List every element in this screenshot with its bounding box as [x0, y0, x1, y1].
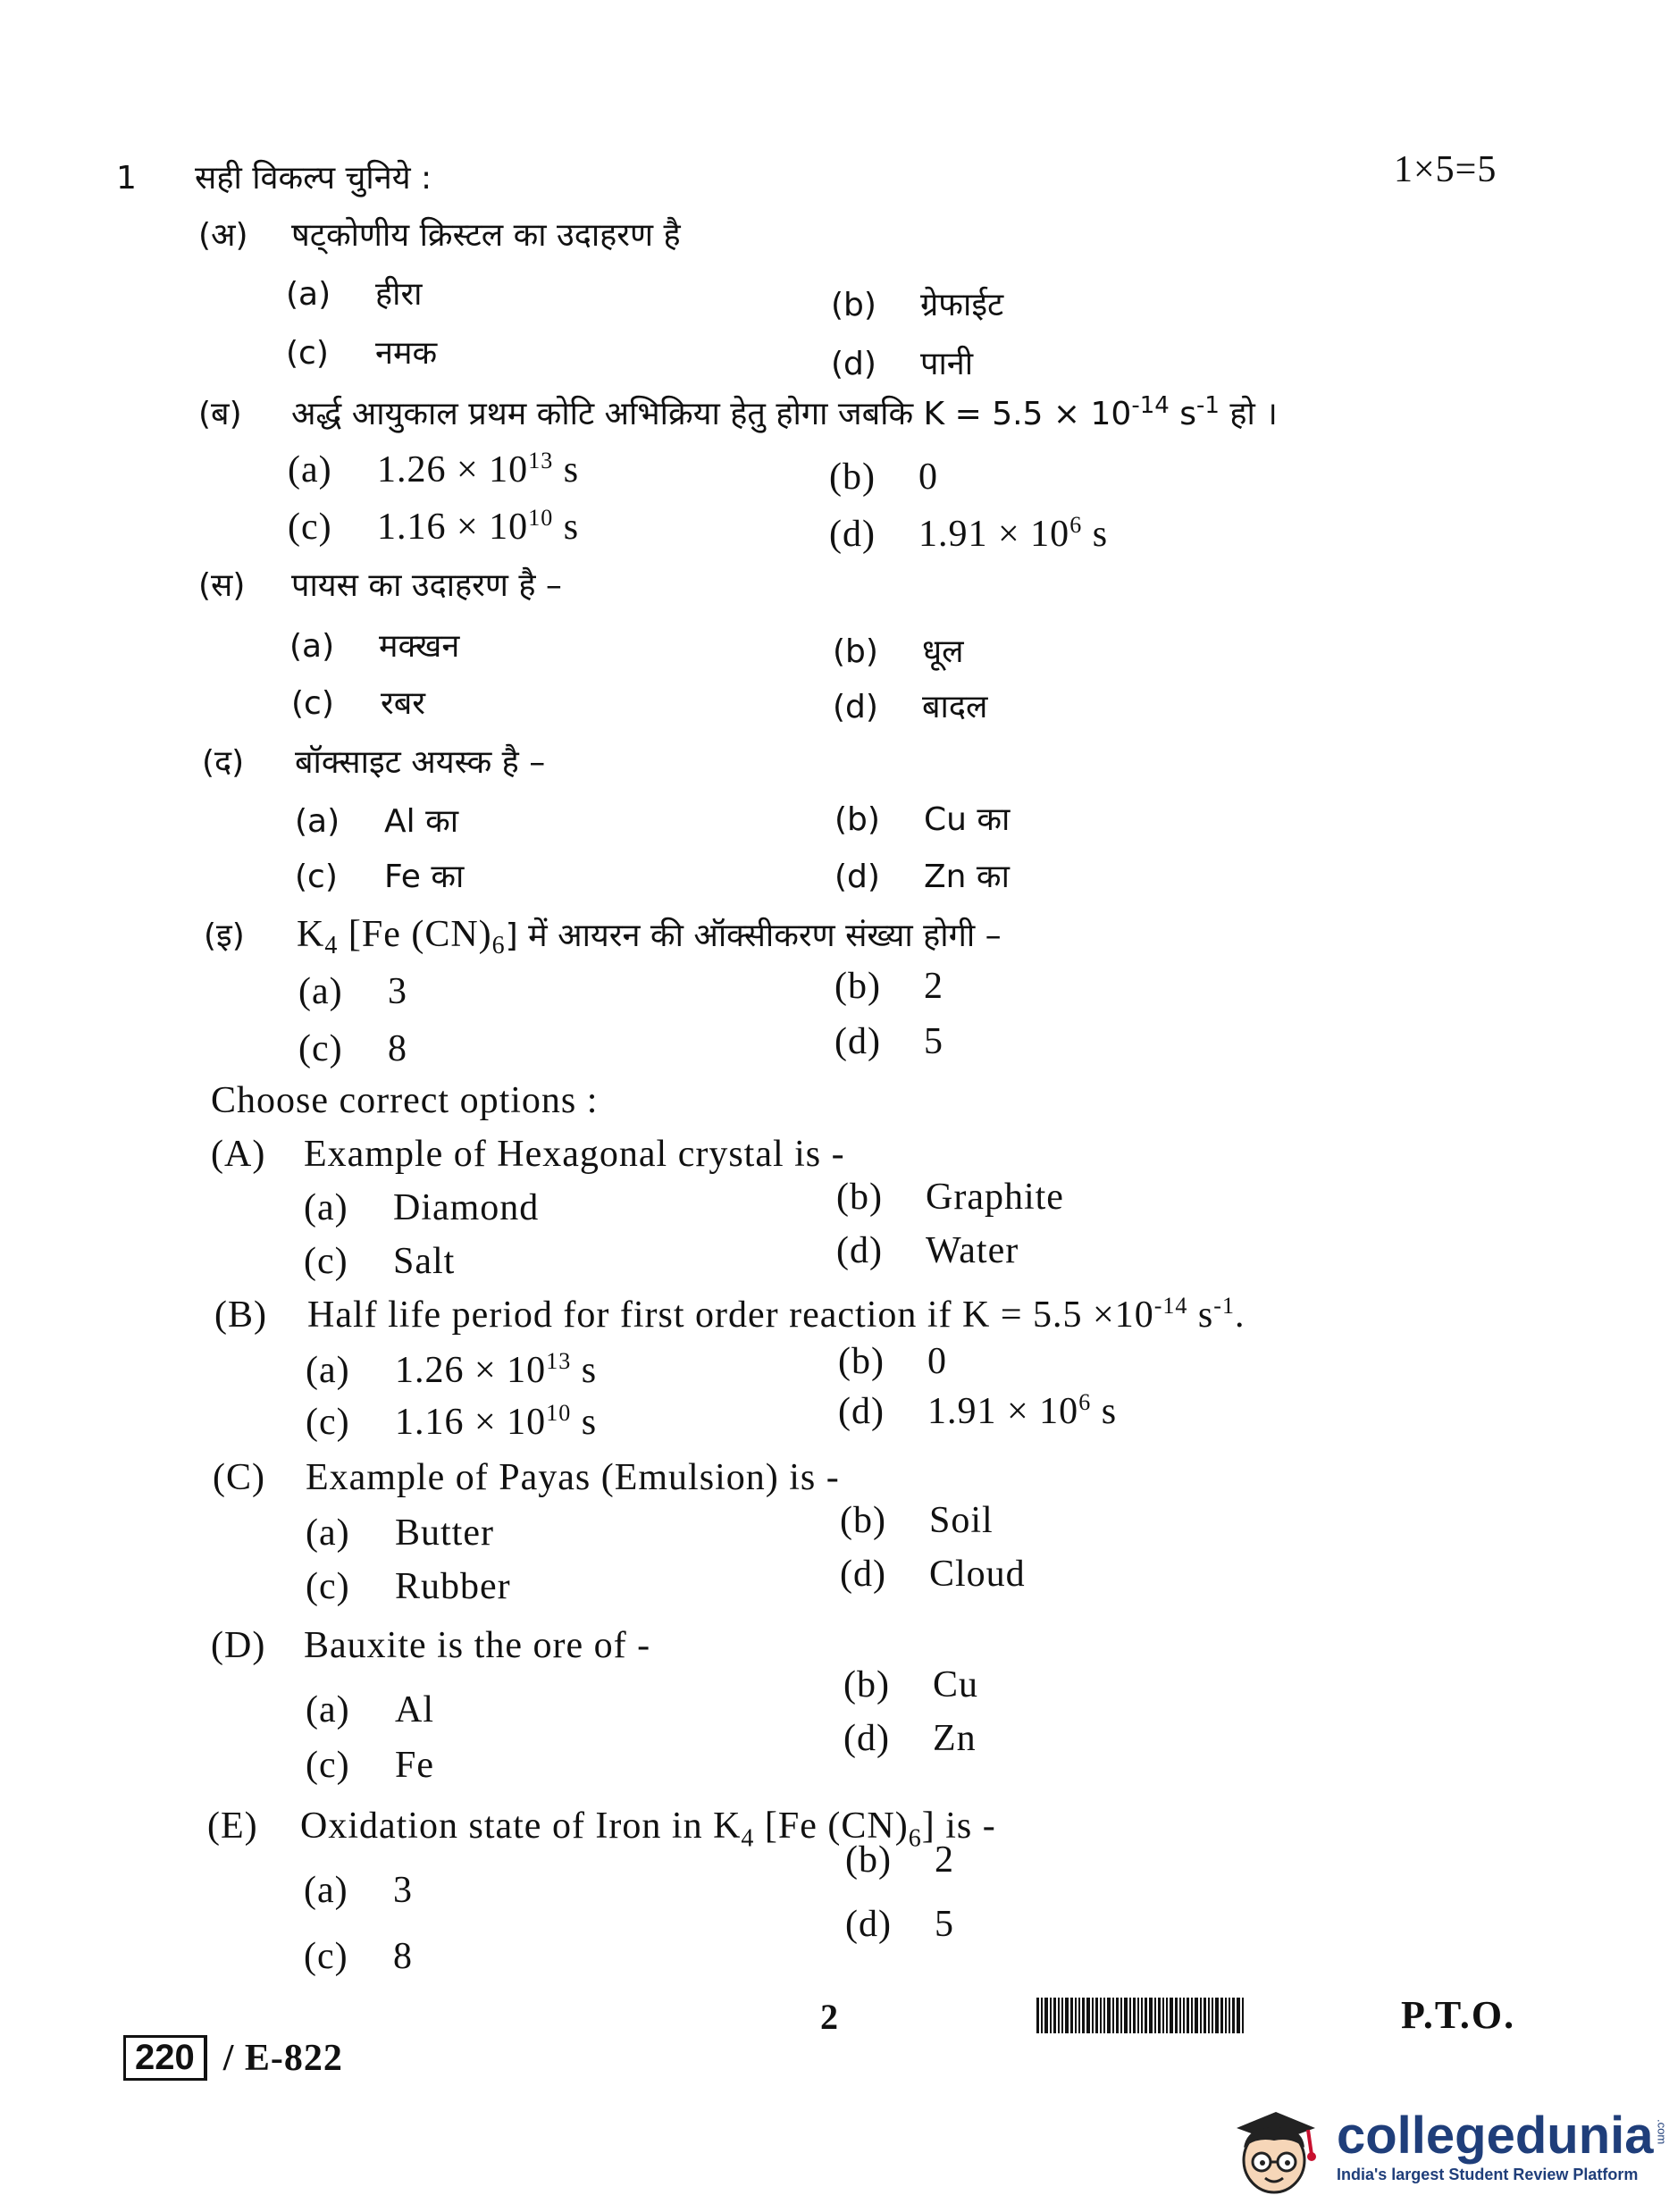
question-label: (अ)	[198, 217, 248, 254]
option-d	[829, 513, 1108, 556]
option-d	[831, 343, 973, 386]
option-text: 8	[388, 1028, 407, 1069]
question-label: (B)	[214, 1295, 267, 1336]
option-value: 1.16 × 10	[377, 507, 529, 548]
option-text: बादल	[922, 689, 988, 725]
option-value: 0	[927, 1341, 947, 1382]
option-c	[286, 332, 437, 375]
option-c	[291, 683, 425, 725]
option-text: पानी	[920, 346, 974, 382]
option-a	[304, 1869, 413, 1912]
unit: s	[1187, 1295, 1214, 1336]
formula-subscript: 4	[324, 932, 339, 960]
option-c	[306, 1744, 434, 1787]
option-b	[831, 284, 1003, 327]
option-label: (d)	[845, 1904, 892, 1945]
option-label: (d)	[838, 1391, 885, 1432]
option-label: (a)	[304, 1870, 348, 1911]
question-label: (ब)	[198, 396, 242, 432]
option-label: (d)	[833, 689, 878, 725]
question-en-a	[211, 1133, 845, 1176]
option-label: (b)	[829, 457, 876, 498]
question-text: ] में आयरन की ऑक्सीकरण संख्या होगी –	[505, 917, 1002, 954]
option-d	[838, 1390, 1117, 1433]
instruction-hindi: सही विकल्प चुनिये :	[195, 160, 432, 197]
option-d	[834, 856, 1010, 899]
option-c	[298, 1027, 407, 1070]
option-b	[845, 1839, 954, 1881]
formula-subscript: 4	[741, 1824, 755, 1853]
question-text: Bauxite is the ore of -	[304, 1625, 651, 1666]
option-a	[288, 448, 579, 491]
option-a	[306, 1349, 597, 1392]
option-c	[304, 1935, 413, 1978]
formula-subscript: 6	[491, 932, 506, 960]
formula-part: K	[297, 914, 325, 955]
option-label: (b)	[834, 966, 881, 1007]
option-label: (b)	[845, 1839, 892, 1881]
brand-suffix: .com	[1655, 2118, 1669, 2144]
option-text: 3	[388, 971, 407, 1012]
option-text: 2	[935, 1839, 954, 1881]
option-label: (b)	[838, 1341, 885, 1382]
option-b	[833, 631, 964, 674]
option-value: 1.91 × 10	[918, 514, 1070, 555]
question-end: ] is -	[921, 1806, 996, 1847]
option-label: (b)	[836, 1177, 883, 1218]
option-label: (a)	[295, 803, 340, 840]
option-unit: s	[571, 1350, 598, 1391]
option-d	[836, 1229, 1019, 1272]
option-a	[298, 970, 407, 1013]
option-text: Cloud	[929, 1554, 1026, 1595]
option-label: (d)	[834, 859, 880, 895]
option-text: 5	[935, 1904, 954, 1945]
option-b	[843, 1663, 978, 1706]
option-label: (a)	[306, 1512, 350, 1554]
option-text: Diamond	[393, 1187, 540, 1228]
option-exponent: 10	[546, 1400, 572, 1426]
option-c	[304, 1240, 455, 1283]
option-text: Water	[926, 1230, 1019, 1271]
option-text: Zn	[933, 1718, 977, 1759]
paper-code-box: 220	[123, 2035, 207, 2081]
option-text: Butter	[395, 1512, 494, 1554]
question-label: (A)	[211, 1134, 266, 1175]
option-label: (b)	[834, 801, 880, 838]
option-label: (c)	[306, 1402, 350, 1443]
option-text: Al का	[384, 803, 459, 840]
option-unit: s	[1082, 514, 1109, 555]
option-text: Salt	[393, 1241, 456, 1282]
question-label: (E)	[207, 1806, 258, 1847]
option-text: रबर	[381, 685, 426, 722]
question-hi-b	[198, 393, 1278, 436]
question-text: Example of Hexagonal crystal is -	[304, 1134, 845, 1175]
option-text: 5	[924, 1021, 944, 1062]
option-label: (c)	[298, 1028, 343, 1069]
option-label: (d)	[843, 1718, 890, 1759]
option-text: Al	[395, 1689, 434, 1730]
option-label: (a)	[298, 971, 343, 1012]
option-value: 1.91 × 10	[927, 1391, 1079, 1432]
option-unit: s	[553, 507, 580, 548]
paper-code	[123, 2035, 343, 2081]
option-label: (d)	[829, 514, 876, 555]
question-text: पायस का उदाहरण है –	[291, 567, 562, 604]
paper-code-suffix: / E-822	[222, 2037, 343, 2079]
question-label: (द)	[202, 744, 245, 781]
question-label: (स)	[198, 567, 246, 604]
option-value: 0	[918, 457, 938, 498]
formula-part: [Fe (CN)	[338, 914, 492, 955]
question-number: 1	[116, 160, 137, 197]
formula-subscript: 6	[908, 1824, 922, 1853]
question-hi-d	[202, 742, 545, 784]
collegedunia-watermark	[1220, 2092, 1669, 2199]
page-number: 2	[820, 1997, 839, 2037]
option-label: (d)	[831, 346, 876, 382]
option-text: 8	[393, 1936, 413, 1977]
option-text: Cu का	[924, 801, 1011, 838]
question-en-d	[211, 1624, 650, 1667]
option-label: (c)	[306, 1566, 350, 1607]
option-label: (b)	[843, 1664, 890, 1705]
barcode	[1036, 1998, 1245, 2033]
option-c	[295, 856, 464, 899]
option-text: नमक	[375, 335, 438, 372]
option-text: 3	[393, 1870, 413, 1911]
option-text: Cu	[933, 1664, 979, 1705]
option-label: (d)	[840, 1554, 886, 1595]
pto-label: P.T.O.	[1401, 1993, 1516, 2037]
option-label: (a)	[286, 276, 331, 313]
option-exponent: 13	[546, 1348, 572, 1374]
option-label: (a)	[306, 1689, 350, 1730]
question-hi-e	[204, 913, 1002, 958]
option-a	[304, 1186, 539, 1229]
option-b	[834, 965, 944, 1008]
option-text: मक्खन	[379, 628, 460, 665]
option-d	[843, 1717, 977, 1760]
option-label: (d)	[836, 1230, 883, 1271]
question-end: हो ।	[1219, 396, 1278, 432]
option-text: ग्रेफाईट	[920, 287, 1004, 323]
option-value: 1.26 × 10	[377, 449, 529, 490]
brand-name: collegedunia	[1337, 2106, 1654, 2165]
option-text: Soil	[929, 1500, 994, 1541]
option-label: (c)	[304, 1936, 348, 1977]
option-label: (c)	[286, 335, 329, 372]
option-exponent: 13	[528, 448, 554, 473]
option-b	[840, 1499, 994, 1542]
unit-exponent: -1	[1196, 392, 1220, 419]
unit: s	[1169, 396, 1196, 432]
question-en-c	[213, 1456, 840, 1499]
question-hi-c	[198, 565, 562, 607]
option-a	[289, 625, 459, 668]
option-label: (a)	[306, 1350, 350, 1391]
option-a	[295, 800, 458, 843]
option-text: 2	[924, 966, 944, 1007]
marks-label: 1×5=5	[1394, 149, 1497, 190]
question-text: Half life period for first order reaction if K = 5.5 ×10	[307, 1295, 1154, 1336]
question-label: (इ)	[204, 917, 245, 954]
option-unit: s	[1091, 1391, 1118, 1432]
option-c	[288, 506, 579, 549]
option-label: (c)	[288, 507, 332, 548]
exponent: -14	[1131, 392, 1170, 419]
question-text: Example of Payas (Emulsion) is -	[306, 1457, 840, 1498]
option-c	[306, 1401, 597, 1444]
question-en-b	[214, 1294, 1245, 1336]
option-b	[838, 1340, 947, 1383]
question-text: बॉक्साइट अयस्क है –	[295, 744, 546, 781]
option-d	[834, 1020, 944, 1063]
option-text: Rubber	[395, 1566, 511, 1607]
formula-part: [Fe (CN)	[754, 1806, 909, 1847]
exponent: -14	[1153, 1293, 1188, 1319]
mascot-icon	[1220, 2092, 1328, 2199]
option-label: (d)	[834, 1021, 881, 1062]
option-label: (b)	[840, 1500, 886, 1541]
option-label: (a)	[288, 449, 332, 490]
option-a	[306, 1512, 494, 1554]
option-text: Fe	[395, 1745, 434, 1786]
option-a	[286, 273, 423, 316]
question-label: (D)	[211, 1625, 266, 1666]
unit-exponent: -1	[1213, 1293, 1235, 1319]
option-label: (b)	[833, 633, 878, 670]
question-text: Oxidation state of Iron in K	[300, 1806, 742, 1847]
option-exponent: 6	[1069, 512, 1083, 538]
option-d	[833, 686, 987, 729]
option-text: Zn का	[924, 859, 1010, 895]
option-label: (a)	[304, 1187, 348, 1228]
option-value: 1.16 × 10	[395, 1402, 547, 1443]
option-b	[836, 1176, 1064, 1219]
option-label: (b)	[831, 287, 876, 323]
question-text: षट्कोणीय क्रिस्टल का उदाहरण है	[291, 217, 681, 254]
question-label: (C)	[213, 1457, 265, 1498]
option-label: (c)	[306, 1745, 350, 1786]
option-text: हीरा	[375, 276, 423, 313]
option-unit: s	[553, 449, 580, 490]
option-label: (c)	[304, 1241, 348, 1282]
option-d	[845, 1903, 954, 1946]
instruction-english: Choose correct options :	[211, 1080, 599, 1121]
brand-tagline: India's largest Student Review Platform	[1337, 2165, 1639, 2183]
option-label: (c)	[295, 859, 338, 895]
option-exponent: 10	[528, 505, 554, 531]
option-value: 1.26 × 10	[395, 1350, 547, 1391]
option-a	[306, 1688, 434, 1731]
option-b	[834, 799, 1010, 842]
option-exponent: 6	[1078, 1389, 1092, 1415]
option-text: Fe का	[384, 859, 465, 895]
option-text: धूल	[922, 633, 964, 670]
question-text: अर्द्ध आयुकाल प्रथम कोटि अभिक्रिया हेतु होगा जबकि K = 5.5 × 10	[291, 396, 1132, 432]
question-hi-a	[198, 214, 681, 257]
option-label: (c)	[291, 685, 334, 722]
option-c	[306, 1565, 511, 1608]
option-text: Graphite	[926, 1177, 1064, 1218]
option-label: (a)	[289, 628, 335, 665]
question-end: .	[1234, 1295, 1245, 1336]
option-b	[829, 456, 938, 499]
option-unit: s	[571, 1402, 598, 1443]
option-d	[840, 1553, 1026, 1596]
